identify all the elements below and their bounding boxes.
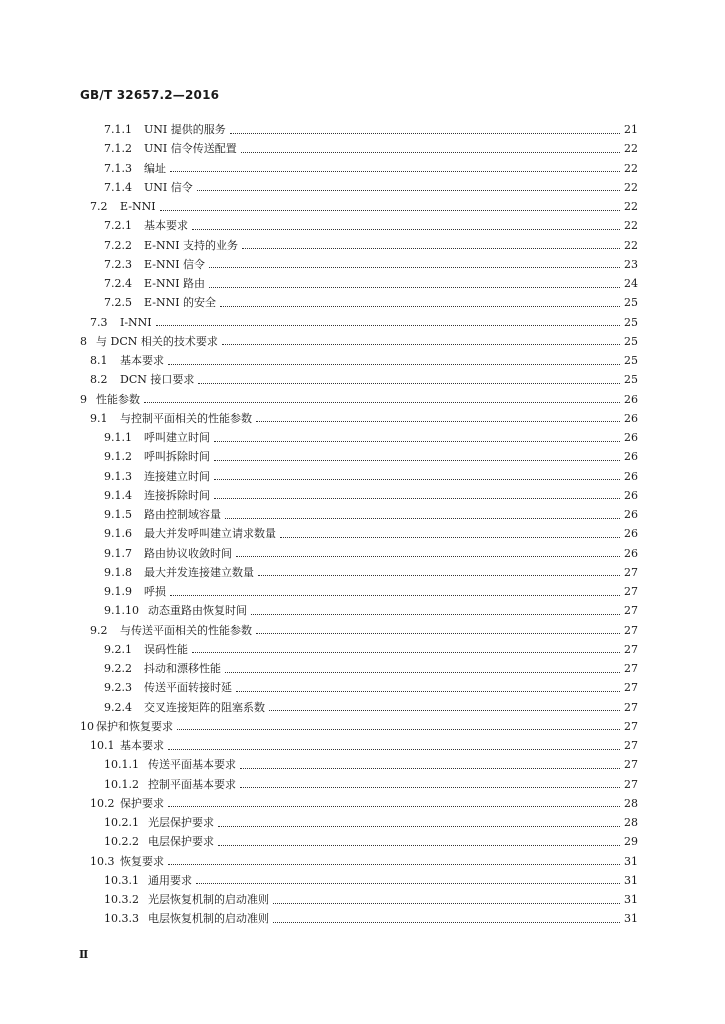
toc-entry[interactable] — [104, 447, 638, 466]
toc-entry-title: 保护和恢复要求 — [96, 719, 173, 733]
toc-entry-title: 呼叫建立时间 — [144, 431, 210, 444]
toc-leader-dots — [197, 189, 620, 191]
toc-entry[interactable] — [80, 390, 638, 409]
toc-leader-dots — [240, 767, 620, 769]
toc-entry[interactable] — [90, 621, 638, 640]
toc-entry[interactable] — [90, 736, 638, 755]
toc-entry-page: 26 — [624, 488, 638, 502]
toc-leader-dots — [225, 517, 620, 519]
toc-leader-dots — [242, 247, 620, 249]
toc-entry[interactable] — [104, 755, 638, 774]
toc-entry-title: E-NNI 路由 — [144, 277, 206, 290]
toc-entry[interactable] — [104, 659, 638, 678]
toc-leader-dots — [273, 902, 620, 904]
standard-code-header: GB/T 32657.2—2016 — [80, 88, 220, 102]
toc-entry-title: 光层保护要求 — [148, 816, 214, 829]
toc-entry-title: 连接拆除时间 — [144, 488, 210, 502]
toc-entry-number: 9.1 — [90, 411, 108, 425]
toc-entry-page: 24 — [624, 277, 638, 290]
toc-entry-page: 31 — [624, 893, 638, 906]
toc-entry-title: E-NNI 的安全 — [144, 296, 217, 310]
toc-entry-number: 9.1.3 — [104, 469, 132, 483]
toc-leader-dots — [196, 882, 620, 884]
toc-entry-page: 23 — [624, 257, 638, 271]
toc-entry[interactable] — [104, 293, 638, 312]
toc-leader-dots — [156, 324, 620, 326]
toc-entry-number: 10.1 — [90, 739, 115, 752]
toc-entry-title: I-NNI — [120, 315, 152, 329]
toc-entry-page: 26 — [624, 508, 638, 521]
toc-entry[interactable] — [104, 139, 638, 158]
toc-entry-page: 27 — [624, 739, 638, 752]
toc-entry-page: 22 — [624, 200, 638, 213]
toc-entry-title: 基本要求 — [120, 354, 164, 367]
toc-leader-dots — [218, 825, 620, 827]
toc-entry-page: 31 — [624, 912, 638, 926]
toc-entry-page: 27 — [624, 777, 638, 791]
toc-entry-number: 9.1.2 — [104, 450, 132, 464]
toc-entry[interactable] — [104, 775, 638, 794]
toc-entry-number: 10.1.2 — [104, 777, 139, 791]
toc-entry-page: 31 — [624, 873, 638, 887]
toc-entry-number: 10.3.3 — [104, 912, 139, 926]
toc-entry-title: 最大并发连接建立数量 — [144, 565, 254, 579]
toc-leader-dots — [218, 844, 620, 846]
toc-entry[interactable] — [90, 794, 638, 813]
toc-entry-page: 27 — [624, 758, 638, 772]
toc-entry-page: 22 — [624, 219, 638, 233]
toc-entry[interactable] — [104, 601, 638, 620]
toc-leader-dots — [225, 671, 620, 673]
toc-entry-title: 光层恢复机制的启动准则 — [148, 893, 269, 906]
toc-entry[interactable] — [104, 178, 638, 197]
toc-entry[interactable] — [104, 255, 638, 274]
toc-entry-number: 10 — [80, 719, 94, 733]
toc-entry-number: 10.3.1 — [104, 873, 139, 887]
toc-entry-title: 动态重路由恢复时间 — [148, 604, 247, 618]
toc-entry-title: UNI 信令传送配置 — [144, 142, 237, 156]
toc-entry-number: 9.2.2 — [104, 662, 132, 675]
toc-entry[interactable] — [90, 370, 638, 389]
toc-leader-dots — [170, 594, 620, 596]
toc-entry[interactable] — [90, 409, 638, 428]
toc-entry[interactable] — [104, 216, 638, 235]
toc-entry-title: 路由协议收敛时间 — [144, 546, 232, 560]
toc-leader-dots — [198, 382, 620, 384]
toc-leader-dots — [214, 478, 620, 480]
toc-entry[interactable] — [90, 313, 638, 332]
toc-entry-title: 保护要求 — [120, 796, 164, 810]
toc-entry-title: 交叉连接矩阵的阻塞系数 — [144, 700, 265, 714]
toc-leader-dots — [168, 748, 620, 750]
toc-entry-page: 31 — [624, 854, 638, 868]
toc-entry-title: UNI 提供的服务 — [144, 123, 226, 136]
toc-entry-number: 7.1.3 — [104, 161, 132, 175]
toc-entry-number: 10.1.1 — [104, 758, 139, 772]
toc-entry-title: 连接建立时间 — [144, 469, 210, 483]
toc-entry-number: 7.2 — [90, 200, 108, 213]
toc-entry[interactable] — [104, 698, 638, 717]
toc-entry-page: 25 — [624, 354, 638, 367]
toc-entry-title: 恢复要求 — [120, 854, 164, 868]
toc-entry-page: 26 — [624, 411, 638, 425]
toc-entry[interactable] — [104, 813, 638, 832]
toc-entry[interactable] — [104, 467, 638, 486]
toc-entry[interactable] — [90, 197, 638, 216]
toc-entry-number: 7.1.1 — [104, 123, 132, 136]
toc-leader-dots — [241, 151, 620, 153]
toc-entry-title: 性能参数 — [96, 392, 140, 406]
toc-leader-dots — [214, 497, 620, 499]
toc-entry[interactable] — [104, 486, 638, 505]
toc-leader-dots — [280, 536, 620, 538]
toc-leader-dots — [168, 805, 620, 807]
toc-leader-dots — [214, 440, 620, 442]
toc-entry[interactable] — [104, 563, 638, 582]
toc-leader-dots — [192, 228, 620, 230]
toc-entry-number: 10.2 — [90, 796, 115, 810]
toc-entry[interactable] — [104, 544, 638, 563]
toc-entry[interactable] — [104, 524, 638, 543]
toc-entry-title: 通用要求 — [148, 873, 192, 887]
toc-entry-number: 8 — [80, 334, 87, 348]
toc-entry-page: 25 — [624, 315, 638, 329]
toc-entry-title: 基本要求 — [120, 739, 164, 752]
toc-entry-number: 9.1.9 — [104, 585, 132, 598]
toc-entry[interactable] — [104, 909, 638, 928]
toc-leader-dots — [236, 690, 620, 692]
toc-entry-title: E-NNI 信令 — [144, 257, 206, 271]
toc-entry-number: 9.2.3 — [104, 681, 132, 695]
toc-leader-dots — [209, 286, 620, 288]
toc-leader-dots — [222, 343, 620, 345]
toc-leader-dots — [170, 170, 620, 172]
toc-entry[interactable] — [104, 428, 638, 447]
toc-entry[interactable] — [90, 852, 638, 871]
toc-entry-page: 27 — [624, 604, 638, 618]
toc-entry-number: 10.3.2 — [104, 893, 139, 906]
toc-leader-dots — [144, 401, 620, 403]
toc-leader-dots — [230, 132, 620, 134]
toc-entry-page: 28 — [624, 816, 638, 829]
toc-entry-number: 9.1.10 — [104, 604, 139, 618]
toc-entry-title: 最大并发呼叫建立请求数量 — [144, 527, 276, 541]
toc-leader-dots — [251, 613, 620, 615]
footer-page-number: Ⅱ — [79, 948, 89, 961]
toc-entry-number: 9.2.1 — [104, 642, 132, 656]
toc-entry-title: E-NNI — [120, 200, 156, 213]
toc-entry-number: 7.1.2 — [104, 142, 132, 156]
toc-entry-number: 7.2.4 — [104, 277, 132, 290]
toc-entry-number: 7.2.5 — [104, 296, 132, 310]
toc-entry-page: 27 — [624, 681, 638, 695]
toc-entry-number: 9.1.4 — [104, 488, 132, 502]
toc-entry-page: 26 — [624, 392, 638, 406]
toc-leader-dots — [236, 555, 620, 557]
toc-leader-dots — [160, 209, 620, 211]
toc-entry-page: 25 — [624, 296, 638, 310]
toc-entry-number: 7.2.3 — [104, 257, 132, 271]
toc-entry-page: 25 — [624, 334, 638, 348]
toc-entry[interactable] — [104, 236, 638, 255]
toc-entry-page: 25 — [624, 373, 638, 387]
toc-entry-page: 27 — [624, 585, 638, 598]
toc-entry-number: 10.3 — [90, 854, 115, 868]
toc-leader-dots — [168, 363, 620, 365]
toc-entry-title: UNI 信令 — [144, 180, 193, 194]
toc-leader-dots — [269, 709, 620, 711]
toc-entry-page: 26 — [624, 469, 638, 483]
toc-entry-page: 27 — [624, 623, 638, 637]
toc-entry-title: 路由控制域容量 — [144, 508, 221, 521]
toc-entry-page: 27 — [624, 719, 638, 733]
toc-entry-page: 29 — [624, 835, 638, 849]
toc-entry-page: 28 — [624, 796, 638, 810]
toc-entry-page: 22 — [624, 161, 638, 175]
toc-entry-page: 27 — [624, 565, 638, 579]
toc-entry-number: 9.1.1 — [104, 431, 132, 444]
toc-entry-page: 26 — [624, 527, 638, 541]
toc-entry-title: 误码性能 — [144, 642, 188, 656]
toc-entry[interactable] — [104, 890, 638, 909]
toc-entry-number: 7.3 — [90, 315, 108, 329]
toc-entry-number: 9.2 — [90, 623, 108, 637]
toc-leader-dots — [240, 786, 620, 788]
toc-entry-page: 22 — [624, 238, 638, 252]
toc-entry-title: 编址 — [144, 161, 166, 175]
toc-entry-title: 与控制平面相关的性能参数 — [120, 411, 252, 425]
toc-entry[interactable] — [104, 159, 638, 178]
toc-entry[interactable] — [104, 582, 638, 601]
toc-entry-number: 8.2 — [90, 373, 108, 387]
toc-entry-number: 9.2.4 — [104, 700, 132, 714]
toc-entry[interactable] — [104, 505, 638, 524]
toc-entry[interactable] — [80, 717, 638, 736]
toc-entry-number: 7.1.4 — [104, 180, 132, 194]
toc-entry-title: 传送平面转接时延 — [144, 681, 232, 695]
toc-entry-page: 21 — [624, 123, 638, 136]
toc-entry-number: 7.2.1 — [104, 219, 132, 233]
toc-entry-title: 控制平面基本要求 — [148, 777, 236, 791]
toc-entry-title: 呼叫拆除时间 — [144, 450, 210, 464]
toc-entry-page: 22 — [624, 142, 638, 156]
toc-entry-number: 9.1.5 — [104, 508, 132, 521]
toc-entry-title: 与 DCN 相关的技术要求 — [96, 334, 218, 348]
toc-leader-dots — [214, 459, 620, 461]
toc-entry[interactable] — [80, 332, 638, 351]
toc-leader-dots — [256, 420, 620, 422]
toc-entry-page: 27 — [624, 642, 638, 656]
toc-entry-page: 26 — [624, 546, 638, 560]
toc-leader-dots — [258, 574, 620, 576]
toc-entry-title: 基本要求 — [144, 219, 188, 233]
toc-entry-number: 7.2.2 — [104, 238, 132, 252]
toc-entry-number: 10.2.1 — [104, 816, 139, 829]
toc-entry-number: 9.1.6 — [104, 527, 132, 541]
toc-entry-page: 27 — [624, 700, 638, 714]
toc-leader-dots — [192, 651, 620, 653]
toc-entry-number: 9.1.7 — [104, 546, 132, 560]
toc-entry-title: E-NNI 支持的业务 — [144, 238, 239, 252]
toc-entry-title: 抖动和漂移性能 — [144, 662, 221, 675]
toc-entry[interactable] — [104, 832, 638, 851]
toc-entry-number: 9.1.8 — [104, 565, 132, 579]
toc-entry[interactable] — [104, 274, 638, 293]
toc-entry-title: 电层保护要求 — [148, 835, 214, 849]
toc-entry[interactable] — [104, 640, 638, 659]
toc-leader-dots — [177, 728, 620, 730]
toc-entry-title: 传送平面基本要求 — [148, 758, 236, 772]
toc-entry-number: 8.1 — [90, 354, 108, 367]
toc-entry-page: 26 — [624, 431, 638, 444]
toc-entry-page: 27 — [624, 662, 638, 675]
toc-entry-page: 26 — [624, 450, 638, 464]
toc-entry-title: 电层恢复机制的启动准则 — [148, 912, 269, 926]
toc-leader-dots — [256, 632, 620, 634]
toc-leader-dots — [168, 863, 620, 865]
toc-entry-title: DCN 接口要求 — [120, 373, 195, 387]
toc-entry-number: 10.2.2 — [104, 835, 139, 849]
toc-entry-page: 22 — [624, 180, 638, 194]
toc-entry-title: 呼损 — [144, 585, 166, 598]
toc-entry-title: 与传送平面相关的性能参数 — [120, 623, 252, 637]
toc-entry[interactable] — [104, 678, 638, 697]
toc-entry-number: 9 — [80, 392, 87, 406]
toc-leader-dots — [209, 266, 620, 268]
toc-entry[interactable] — [90, 351, 638, 370]
toc-entry[interactable] — [104, 120, 638, 139]
toc-entry[interactable] — [104, 871, 638, 890]
toc-leader-dots — [220, 305, 620, 307]
toc-leader-dots — [273, 921, 620, 923]
